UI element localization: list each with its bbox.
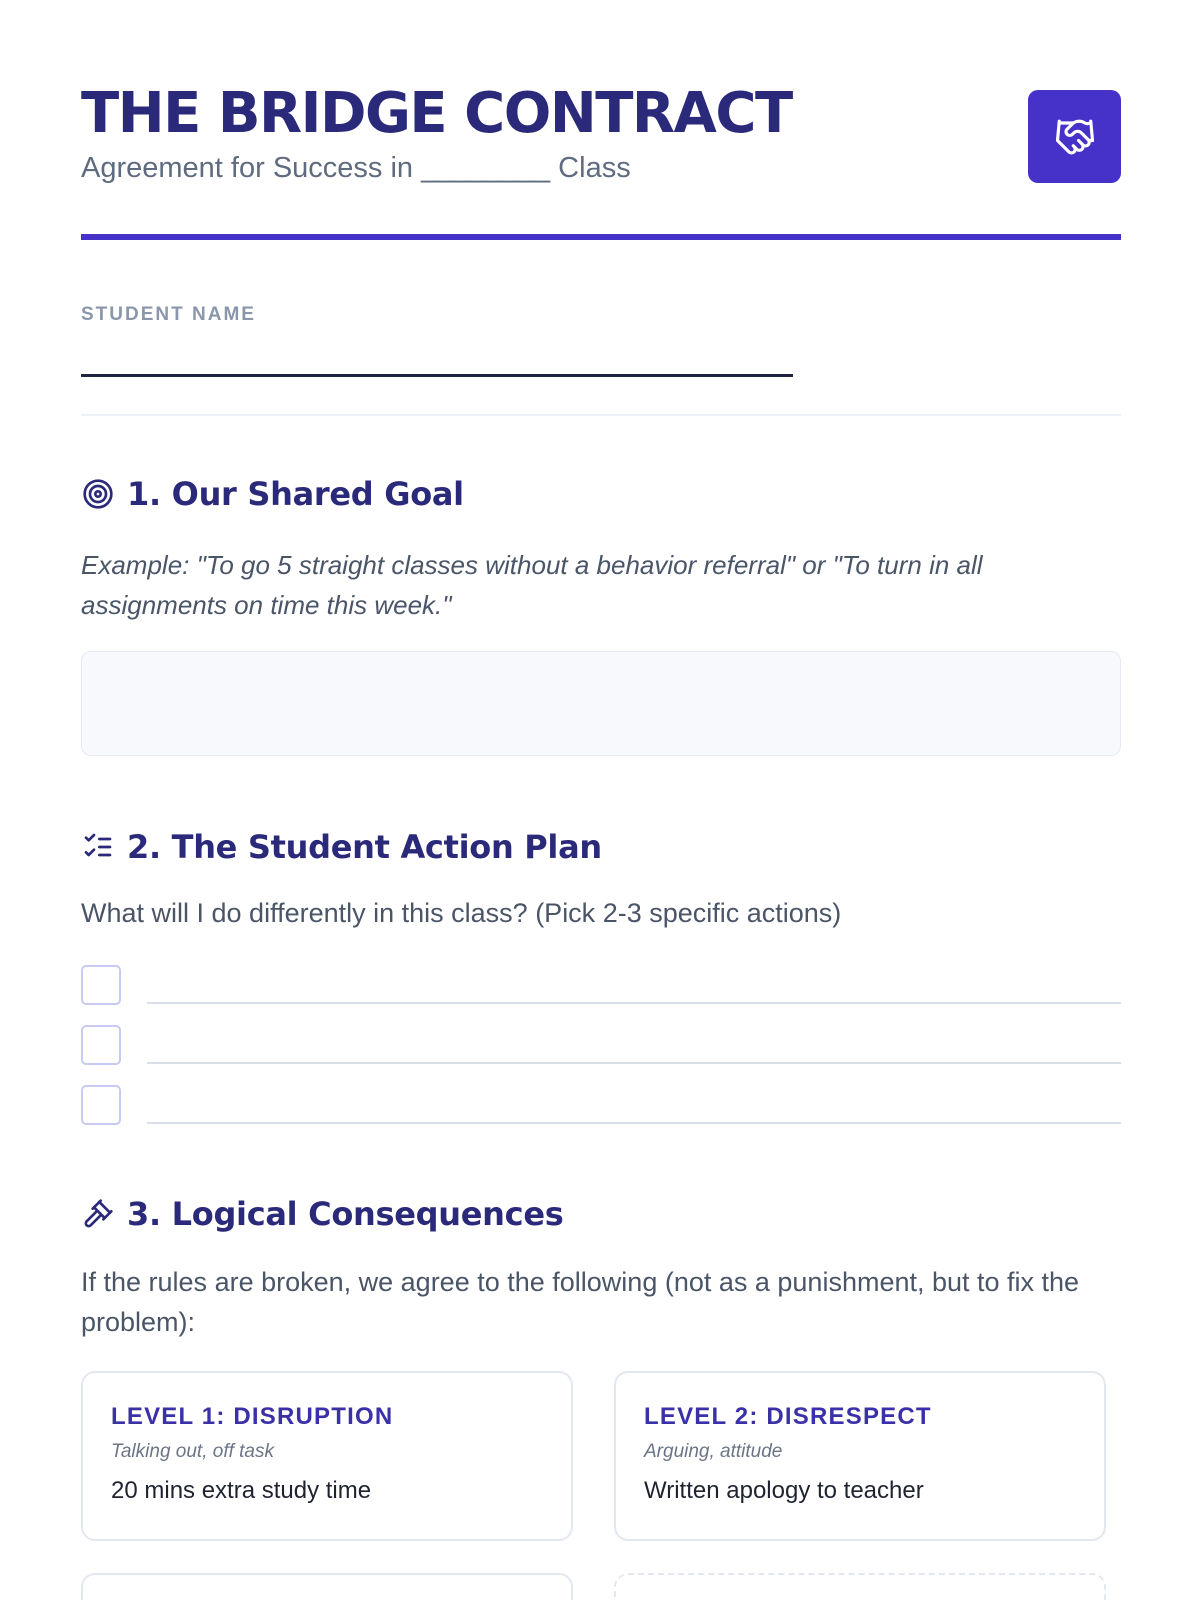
level-consequence: Written apology to teacher — [644, 1477, 924, 1504]
consequence-card-level-2 — [614, 1371, 1106, 1541]
action-text-line[interactable] — [147, 1062, 1121, 1064]
header-divider — [81, 234, 1121, 240]
page-subtitle: Agreement for Success in ________ Class — [81, 152, 631, 184]
goal-example-text: Example: "To go 5 straight classes without a behavior referral" or "To turn in all assignments on time this week." — [81, 550, 983, 620]
level-consequence: 20 mins extra study time — [111, 1477, 372, 1504]
action-item — [81, 965, 1121, 1005]
gavel-icon — [81, 1197, 115, 1231]
action-item — [81, 1085, 1121, 1125]
consequence-card-level-1 — [81, 1371, 573, 1541]
goal-input-box[interactable] — [81, 651, 1121, 756]
level-description: Talking out, off task — [111, 1441, 275, 1462]
level-label: LEVEL 1: DISRUPTION — [111, 1403, 394, 1430]
level-description: Arguing, attitude — [644, 1441, 783, 1462]
section-divider — [81, 414, 1121, 416]
plan-prompt: What will I do differently in this class? (Pick 2-3 specific actions) — [81, 898, 842, 928]
handshake-logo — [1028, 90, 1121, 183]
goal-heading-text: 1. Our Shared Goal — [127, 475, 464, 513]
handshake-icon — [1054, 116, 1096, 158]
consequence-card-partial — [81, 1573, 573, 1600]
consequences-section-heading — [81, 1192, 563, 1236]
plan-heading-text: 2. The Student Action Plan — [127, 828, 602, 866]
action-text-line[interactable] — [147, 1122, 1121, 1124]
consequence-card-partial-dashed — [614, 1573, 1106, 1600]
student-name-label: STUDENT NAME — [81, 304, 256, 325]
action-item — [81, 1025, 1121, 1065]
contract-header — [81, 78, 1121, 242]
action-checkbox[interactable] — [81, 1025, 121, 1065]
student-name-field[interactable] — [81, 374, 793, 377]
goal-section-heading — [81, 472, 464, 516]
action-checkbox[interactable] — [81, 965, 121, 1005]
action-checkbox[interactable] — [81, 1085, 121, 1125]
checklist-icon — [81, 830, 115, 864]
plan-section-heading — [81, 825, 602, 869]
action-text-line[interactable] — [147, 1002, 1121, 1004]
target-icon — [81, 477, 115, 511]
consequences-intro: If the rules are broken, we agree to the following (not as a punishment, but to fix the problem): — [81, 1267, 1080, 1337]
level-label: LEVEL 2: DISRESPECT — [644, 1403, 932, 1430]
consequences-heading-text: 3. Logical Consequences — [127, 1195, 564, 1233]
page-title: THE BRIDGE CONTRACT — [81, 81, 792, 146]
